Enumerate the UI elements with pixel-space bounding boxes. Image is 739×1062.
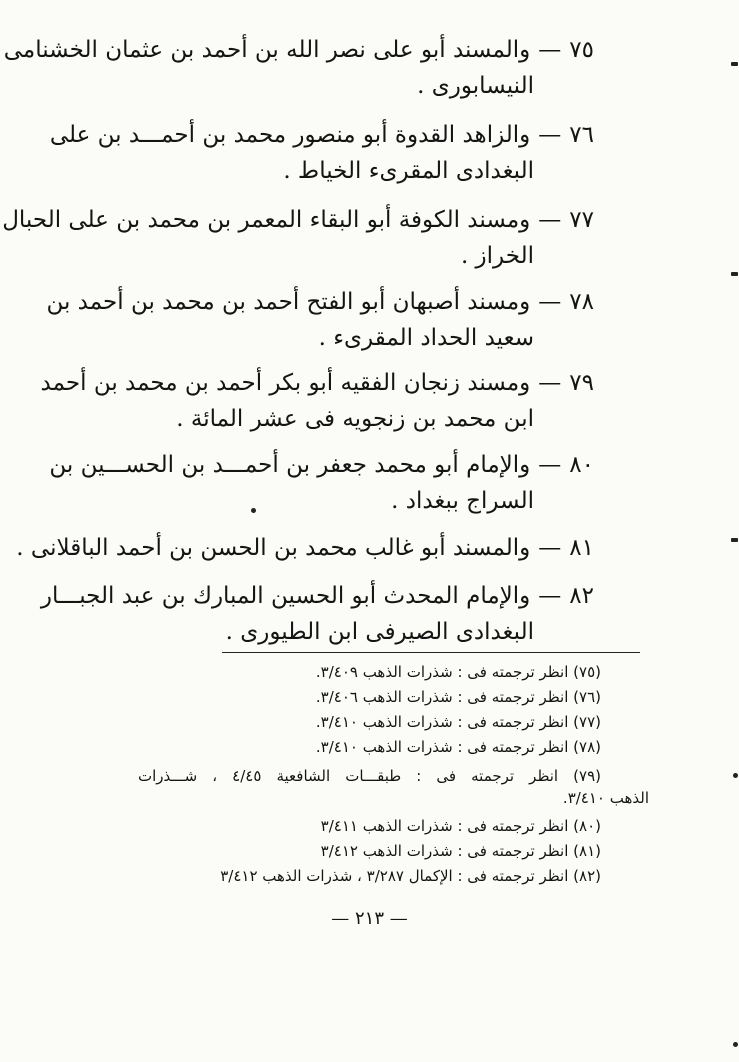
footnote-80: (٨٠) انظر ترجمته فى : شذرات الذهب ٣/٤١١ bbox=[320, 817, 601, 835]
entry-77 bbox=[2, 202, 594, 274]
entry-continuation: البغدادى الصيرفى ابن الطيورى . bbox=[225, 619, 534, 645]
entry-number: ٨٠ bbox=[569, 452, 594, 478]
entry-number: ٧٨ bbox=[569, 289, 594, 315]
entry-81 bbox=[16, 530, 594, 566]
entry-continuation: سعيد الحداد المقرىء . bbox=[318, 325, 534, 351]
entry-dash: — bbox=[538, 535, 562, 561]
footnote-76: (٧٦) انظر ترجمته فى : شذرات الذهب ٣/٤٠٦. bbox=[315, 688, 601, 706]
entry-78 bbox=[46, 284, 594, 356]
entry-80 bbox=[49, 447, 594, 519]
entry-text: والمسند أبو غالب محمد بن الحسن بن أحمد الباقلانى . bbox=[16, 535, 531, 561]
footnote-77: (٧٧) انظر ترجمته فى : شذرات الذهب ٣/٤١٠. bbox=[315, 713, 601, 731]
entry-number: ٧٩ bbox=[569, 370, 594, 396]
entry-text: والمسند أبو على نصر الله بن أحمد بن عثمان الخشنامى bbox=[3, 37, 531, 63]
entry-number: ٧٧ bbox=[569, 207, 594, 233]
footnote-82: (٨٢) انظر ترجمته فى : الإكمال ٣/٢٨٧ ، شذرات الذهب ٣/٤١٢ bbox=[220, 867, 601, 885]
ink-speck bbox=[731, 62, 738, 66]
entry-text: ومسند الكوفة أبو البقاء المعمر بن محمد بن على الحبال bbox=[2, 207, 531, 233]
entry-79 bbox=[40, 365, 594, 437]
entry-dash: — bbox=[538, 289, 562, 315]
footnote-81: (٨١) انظر ترجمته فى : شذرات الذهب ٣/٤١٢ bbox=[320, 842, 601, 860]
entry-number: ٨١ bbox=[569, 535, 594, 561]
entry-dash: — bbox=[538, 583, 562, 609]
entry-75 bbox=[3, 32, 594, 104]
entry-dash: — bbox=[538, 37, 562, 63]
entry-number: ٨٢ bbox=[569, 583, 594, 609]
ink-speck bbox=[733, 773, 738, 778]
footnote-79: (٧٩) انظر ترجمته فى : طبقـــات الشافعية ٤/٤٥ ، شـــذرات bbox=[138, 767, 602, 785]
entry-line bbox=[16, 530, 594, 566]
entry-continuation: البغدادى المقرىء الخياط . bbox=[283, 158, 534, 184]
entry-line bbox=[2, 202, 594, 238]
entry-continuation: الخراز . bbox=[460, 243, 534, 269]
entry-76 bbox=[49, 117, 594, 189]
entry-line bbox=[49, 117, 594, 153]
entry-text: والزاهد القدوة أبو منصور محمد بن أحمـــد بن على bbox=[49, 122, 531, 148]
footnote-75: (٧٥) انظر ترجمته فى : شذرات الذهب ٣/٤٠٩. bbox=[315, 663, 601, 681]
entry-line bbox=[40, 365, 594, 401]
entry-dash: — bbox=[538, 452, 562, 478]
entry-text: والإمام المحدث أبو الحسين المبارك بن عبد الجبـــار bbox=[40, 583, 531, 609]
entry-continuation: السراج ببغداد . bbox=[391, 488, 534, 514]
entry-number: ٧٥ bbox=[569, 37, 594, 63]
page-number: — ٢١٣ — bbox=[331, 908, 408, 929]
ink-speck bbox=[251, 508, 256, 513]
entry-line bbox=[40, 578, 594, 614]
entry-line bbox=[46, 284, 594, 320]
entry-number: ٧٦ bbox=[569, 122, 594, 148]
entry-dash: — bbox=[538, 122, 562, 148]
ink-speck bbox=[731, 272, 738, 276]
entry-line bbox=[3, 32, 594, 68]
entry-text: ومسند أصبهان أبو الفتح أحمد بن محمد بن أحمد بن bbox=[46, 289, 531, 315]
entry-continuation: النيسابورى . bbox=[417, 73, 534, 99]
entry-continuation: ابن محمد بن زنجويه فى عشر المائة . bbox=[176, 406, 534, 432]
footnote-78: (٧٨) انظر ترجمته فى : شذرات الذهب ٣/٤١٠. bbox=[315, 738, 601, 756]
entry-dash: — bbox=[538, 370, 562, 396]
ink-speck bbox=[733, 1042, 738, 1047]
entry-text: ومسند زنجان الفقيه أبو بكر أحمد بن محمد بن أحمد bbox=[40, 370, 531, 396]
ink-speck bbox=[731, 538, 738, 542]
entry-line bbox=[49, 447, 594, 483]
footnote-separator bbox=[222, 652, 640, 653]
entry-82 bbox=[40, 578, 594, 650]
entry-text: والإمام أبو محمد جعفر بن أحمـــد بن الحســـين بن bbox=[49, 452, 531, 478]
entry-dash: — bbox=[538, 207, 562, 233]
footnote-79-continuation: الذهب ٣/٤١٠. bbox=[562, 789, 649, 807]
